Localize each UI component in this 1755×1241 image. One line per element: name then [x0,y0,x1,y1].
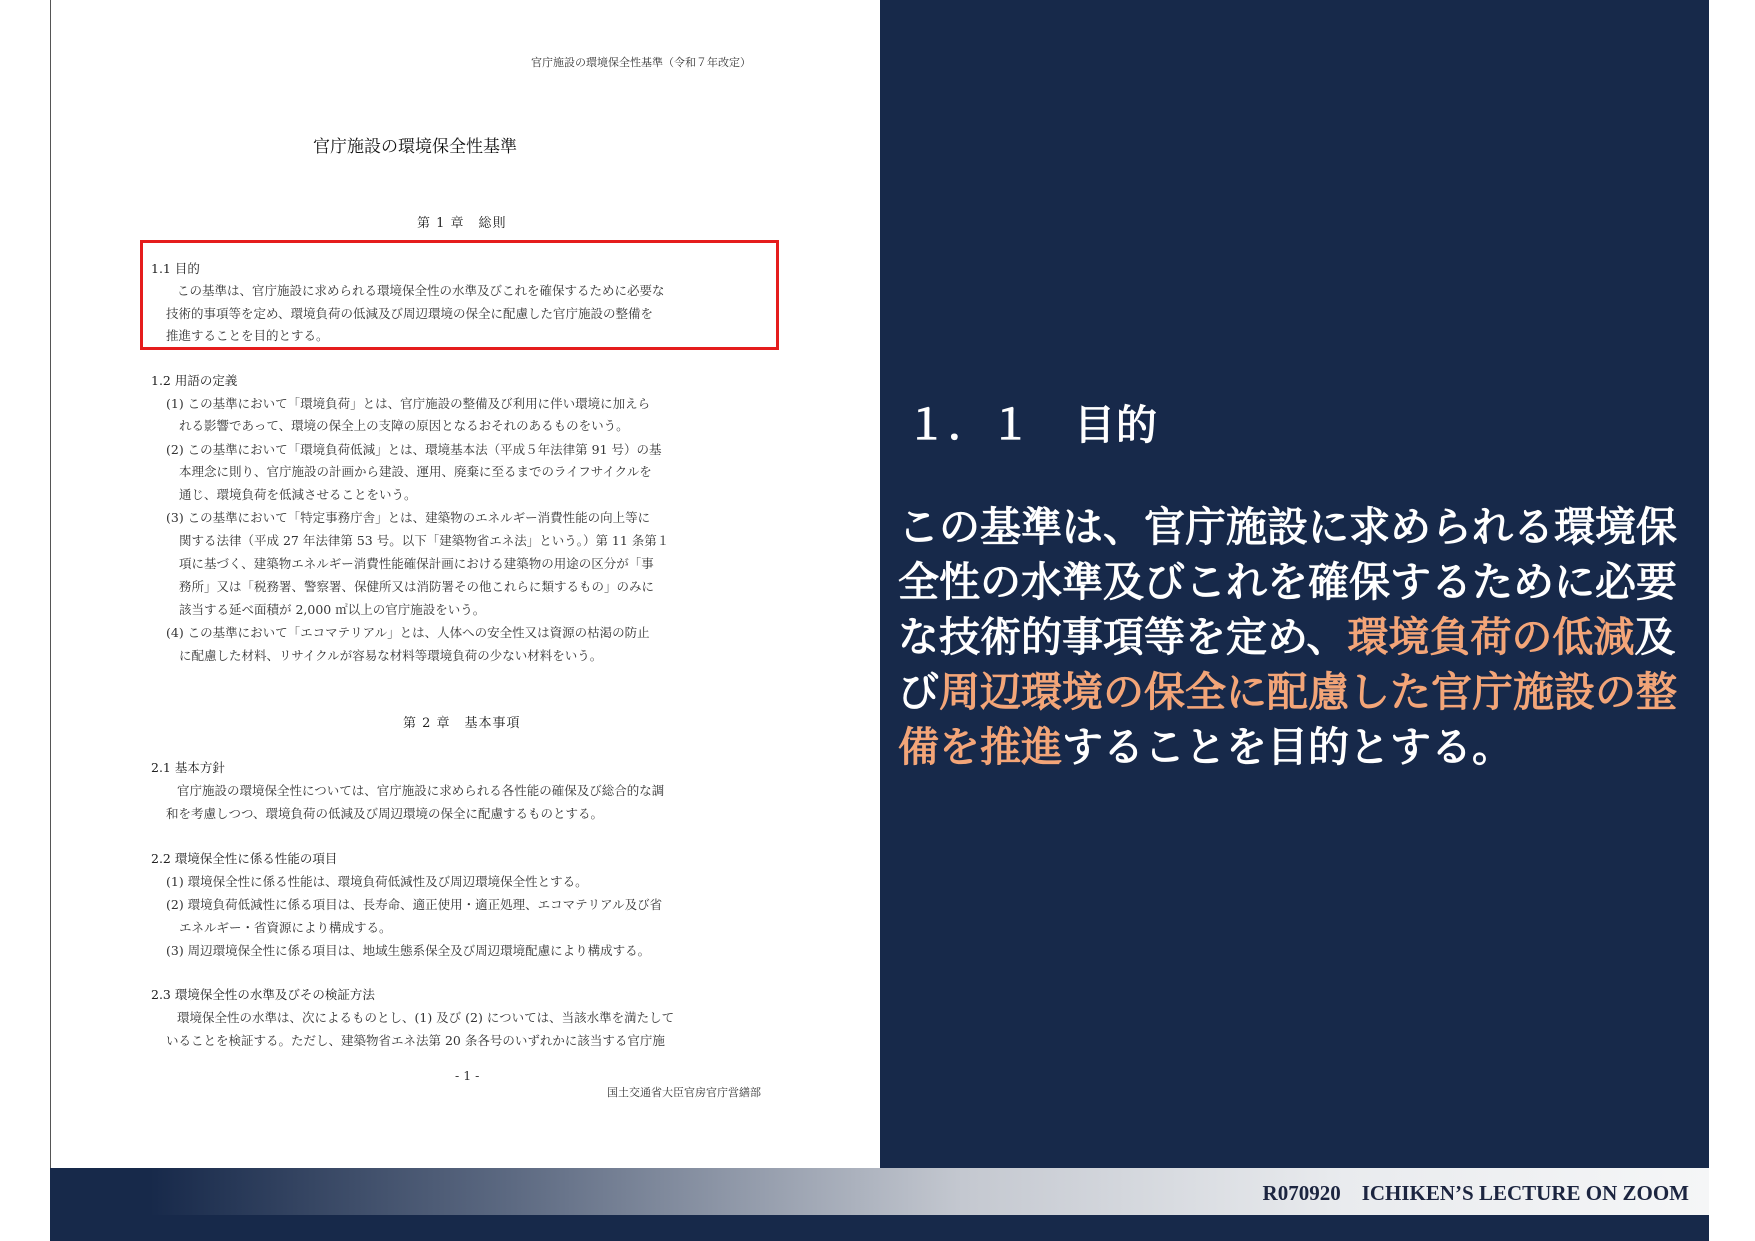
section-line: (1) この基準において「環境負荷」とは、官庁施設の整備及び利用に伴い環境に加えら [166,396,651,411]
section-heading: 1.1 目的 [151,261,200,276]
section-line: 本理念に則り、官庁施設の計画から建設、運用、廃棄に至るまでのライフサイクルを [179,464,652,479]
section-line: (3) 周辺環境保全性に係る項目は、地域生態系保全及び周辺環境配慮により構成する。 [166,943,651,958]
section-line: 官庁施設の環境保全性については、官庁施設に求められる各性能の確保及び総合的な調 [177,783,665,798]
panel-highlight-text: 環境負荷の低減 [1347,613,1635,661]
section-line: 通じ、環境負荷を低減させることをいう。 [179,487,417,502]
panel-heading: １．１ 目的 [906,401,1158,449]
document-title: 官庁施設の環境保全性基準 [313,137,517,157]
section-line: 推進することを目的とする。 [166,328,329,343]
chapter-1-heading: 第 1 章 総則 [417,216,507,231]
section-line: (4) この基準において「エコマテリアル」とは、人体への安全性又は資源の枯渇の防止 [166,625,650,640]
section-line: に配慮した材料、リサイクルが容易な材料等環境負荷の少ない材料をいう。 [179,648,603,663]
section-heading: 2.3 環境保全性の水準及びその検証方法 [151,987,375,1002]
section-line: 項に基づく、建築物エネルギー消費性能確保計画における建築物の用途の区分が「事 [179,556,654,571]
chapter-2-heading: 第 2 章 基本事項 [403,716,521,731]
section-heading: 2.1 基本方針 [151,760,225,775]
section-line: 環境保全性の水準は、次によるものとし、(1) 及び (2) については、当該水準を満たして [177,1010,675,1025]
footer-bar [50,1168,1709,1215]
section-line: 務所」又は「税務署、警察署、保健所又は消防署その他これらに類するもの」のみに [179,579,655,594]
publisher: 国土交通省大臣官房官庁営繕部 [607,1086,761,1099]
section-line: (3) この基準において「特定事務庁舎」とは、建築物のエネルギー消費性能の向上等に [166,510,651,525]
section-line: 該当する延べ面積が 2,000 ㎡以上の官庁施設をいう。 [179,602,486,617]
section-heading: 2.2 環境保全性に係る性能の項目 [151,851,338,866]
section-line: いることを検証する。ただし、建築物省エネ法第 20 条各号のいずれかに該当する官庁施 [166,1033,665,1048]
panel-text: することを目的とする。 [1062,723,1513,771]
page-number: - 1 - [455,1068,480,1083]
section-line: (1) 環境保全性に係る性能は、環境負荷低減性及び周辺環境保全性とする。 [166,874,588,889]
section-line: 和を考慮しつつ、環境負荷の低減及び周辺環境の保全に配慮するものとする。 [166,806,604,821]
section-line: (2) 環境負荷低減性に係る項目は、長寿命、適正使用・適正処理、エコマテリアル及び省 [166,897,663,912]
panel-highlight-text: 周辺環境の保全に配慮した官庁施設の整備を推進 [898,668,1677,771]
section-line: 関する法律（平成 27 年法律第 53 号。以下「建築物省エネ法」という。）第 11 条第１ [179,533,670,548]
section-line: れる影響であって、環境の保全上の支障の原因となるおそれのあるものをいう。 [179,418,629,433]
page-margin [1709,0,1755,1241]
summary-panel [880,0,1709,1168]
document-header: 官庁施設の環境保全性基準（令和７年改定） [531,56,751,69]
section-line: この基準は、官庁施設に求められる環境保全性の水準及びこれを確保するために必要な [177,283,665,298]
section-line: (2) この基準において「環境負荷低減」とは、環境基本法（平成５年法律第 91 号）の基 [166,442,662,457]
footer-bottom-band [50,1215,1709,1241]
section-line: エネルギー・省資源により構成する。 [179,920,392,935]
panel-body [898,500,1698,775]
document-page [50,0,881,1168]
panel-text: この基準は、官庁施設に求められる環境保全性の水準及びこれを確保するために必要な技術的事項等を定め、 [898,503,1677,661]
section-line: 技術的事項等を定め、環境負荷の低減及び周辺環境の保全に配慮した官庁施設の整備を [166,306,654,321]
section-heading: 1.2 用語の定義 [151,373,238,388]
panel-text: 及び [898,613,1676,716]
footer-text: R070920 ICHIKEN’S LECTURE ON ZOOM [1262,1181,1689,1205]
